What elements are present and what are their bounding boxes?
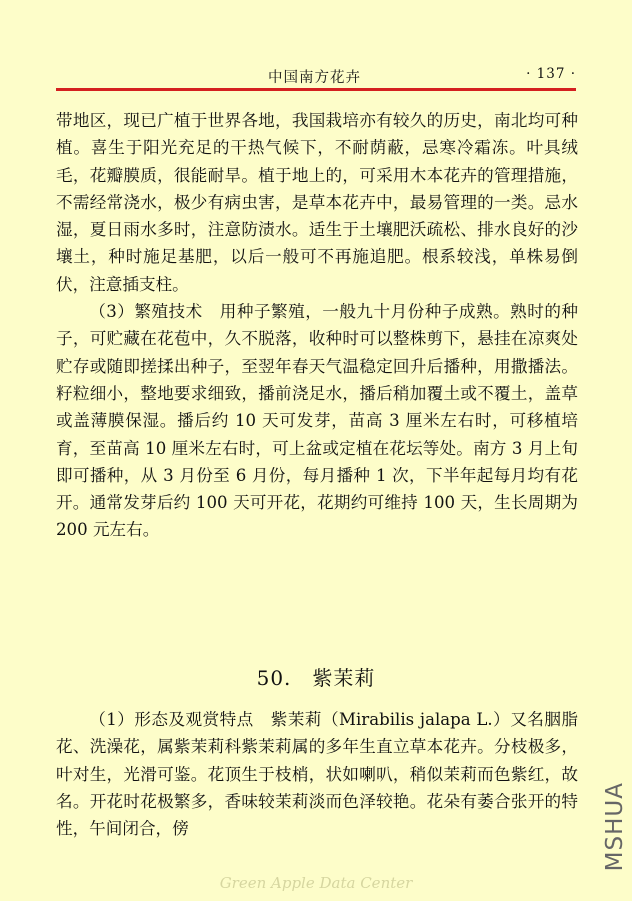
section-heading: 50. 紫茉莉: [256, 666, 376, 690]
section-body-text: [56, 706, 578, 842]
side-watermark: MSHUA: [602, 782, 628, 872]
book-title: 中国南方花卉: [268, 70, 361, 86]
paragraph-1: 带地区，现已广植于世界各地，我国栽培亦有较久的历史，南北均可种植。喜生于阳光充足的干热气候下，不耐荫蔽，忌寒冷霜冻。叶具绒毛，花瓣膜质，很能耐旱。植于地上的，可采用木本花卉的管理措施，不需经常浇水，极少有病虫害，是草本花卉中，最易管理的一类。忌水湿，夏日雨水多时，注意防渍水。适生于土壤肥沃疏松、排水良好的沙壤土，种时施足基肥，以后一般可不再施追肥。根系较浅，单株易倒伏，注意插支柱。: [56, 111, 578, 294]
section-paragraph-1: （1）形态及观赏特点 紫茉莉（Mirabilis jalapa L.）又名胭脂花、洗澡花，属紫茉莉科紫茉莉属的多年生直立草本花卉。分枝极多，叶对生，光滑可鉴。花顶生于枝梢，状如喇叭，稍似茉莉而色紫红，故名。开花时花极繁多，香味较茉莉淡而色泽较艳。花朵有萎合张开的特性，午间闭合，傍: [56, 710, 578, 839]
header-rule: [56, 88, 576, 91]
page-number: · 137 ·: [526, 66, 576, 82]
paragraph-2: （3）繁殖技术 用种子繁殖，一般九十月份种子成熟。熟时的种子，可贮藏在花苞中，久不脱落，收种时可以整株剪下，悬挂在凉爽处贮存或随即搓揉出种子，至翌年春天气温稳定回升后播种，用撒播法。籽粒细小，整地要求细致，播前浇足水，播后稍加覆土或不覆土，盖草或盖薄膜保湿。播后约 10 天可发芽，苗高 3 厘米左右时，可移植培育，至苗高 10 厘米左右时，可上盆或定植在花坛等处。南方 3 月上旬即可播种，从 3 月份至 6 月份，每月播种 1 次，下半年起每月均有花开。通常发芽后约 100 天可开花，花期约可维持 100 天，生长周期为 200 元左右。: [56, 302, 578, 540]
body-text: [56, 107, 578, 544]
footer-watermark: Green Apple Data Center: [219, 874, 413, 892]
running-header: [56, 66, 576, 88]
